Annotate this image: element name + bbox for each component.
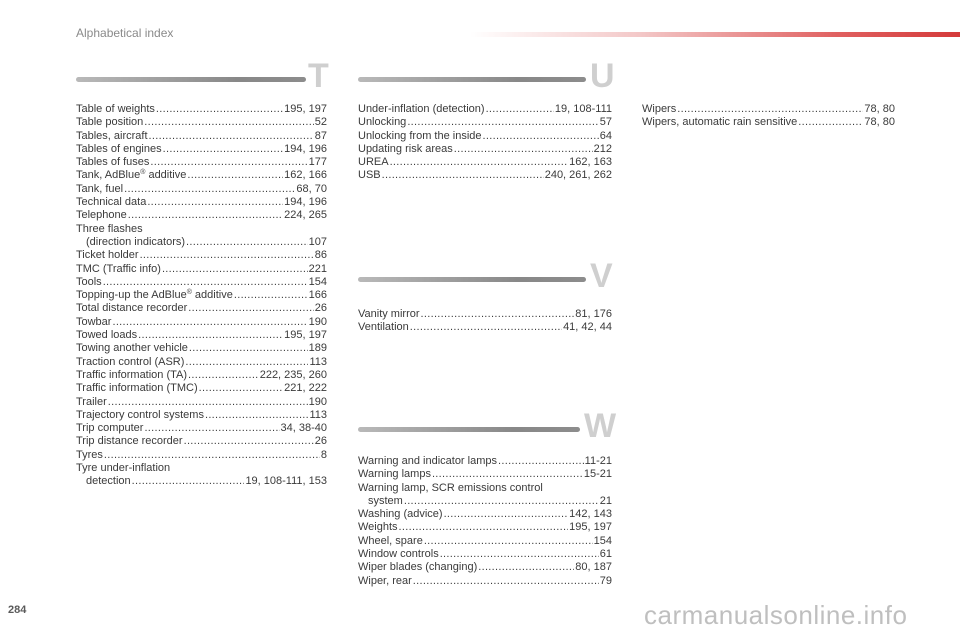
index-entry: system ..... 21 <box>358 495 612 508</box>
section-header-w <box>358 407 618 448</box>
section-rule <box>76 77 306 82</box>
index-entry: Window controls ..... 61 <box>358 548 612 561</box>
index-entry: Telephone ..... 224, 265 <box>76 209 327 222</box>
section-header-t <box>76 57 336 98</box>
index-entry: Tyres ..... 8 <box>76 449 327 462</box>
index-entry: Wheel, spare ..... 154 <box>358 535 612 548</box>
index-entry: Trip computer ..... 34, 38-40 <box>76 422 327 435</box>
index-entry: Trailer ..... 190 <box>76 396 327 409</box>
index-entry: Tank, AdBlue® additive ..... 162, 166 <box>76 169 327 182</box>
header-accent-bar <box>470 32 960 37</box>
section-header-u <box>358 57 618 98</box>
index-entry: Trip distance recorder ..... 26 <box>76 435 327 448</box>
index-entry: Wipers ..... 78, 80 <box>642 103 895 116</box>
section-letter: U <box>590 57 615 95</box>
section-rule <box>358 77 586 82</box>
index-entry: Total distance recorder ..... 26 <box>76 302 327 315</box>
index-entry: Topping-up the AdBlue® additive ..... 166 <box>76 289 327 302</box>
index-column-w-continued <box>642 103 895 130</box>
index-entry: Washing (advice) ..... 142, 143 <box>358 508 612 521</box>
index-entry: Traffic information (TA) ..... 222, 235, 260 <box>76 369 327 382</box>
index-entry: Weights ..... 195, 197 <box>358 521 612 534</box>
index-entry: Tools ..... 154 <box>76 276 327 289</box>
index-entry: TMC (Traffic info) ..... 221 <box>76 263 327 276</box>
index-entry: Under-inflation (detection) ..... 19, 108-111 <box>358 103 612 116</box>
index-entry: Tables, aircraft ..... 87 <box>76 130 327 143</box>
index-entry: Warning lamps ..... 15-21 <box>358 468 612 481</box>
index-entry: Wiper, rear ..... 79 <box>358 575 612 588</box>
index-entry: Unlocking ..... 57 <box>358 116 612 129</box>
index-entry: Tables of fuses ..... 177 <box>76 156 327 169</box>
watermark-text: carmanualsonline.info <box>644 600 908 630</box>
index-entry-heading: Warning lamp, SCR emissions control <box>358 481 543 494</box>
index-entry: Technical data ..... 194, 196 <box>76 196 327 209</box>
index-entry: Towing another vehicle ..... 189 <box>76 342 327 355</box>
index-entry: (direction indicators) ..... 107 <box>76 236 327 249</box>
index-entry-heading: Tyre under-inflation <box>76 462 171 475</box>
page-number: 284 <box>8 604 27 616</box>
index-entry: Ventilation ..... 41, 42, 44 <box>358 321 612 334</box>
section-letter: T <box>308 57 329 95</box>
index-entry: Table of weights ..... 195, 197 <box>76 103 327 116</box>
index-entry: Traction control (ASR) ..... 113 <box>76 356 327 369</box>
index-entry: UREA ..... 162, 163 <box>358 156 612 169</box>
index-entry: Wiper blades (changing) ..... 80, 187 <box>358 561 612 574</box>
index-column-v <box>358 308 612 335</box>
index-entry: Updating risk areas ..... 212 <box>358 143 612 156</box>
index-entry: Traffic information (TMC) ..... 221, 222 <box>76 382 327 395</box>
index-entry: Towed loads ..... 195, 197 <box>76 329 327 342</box>
section-letter: V <box>590 257 613 295</box>
section-rule <box>358 427 580 432</box>
index-entry: detection ..... 19, 108-111, 153 <box>76 475 327 488</box>
index-entry-heading: Three flashes <box>76 222 143 235</box>
page-header-title: Alphabetical index <box>76 26 174 40</box>
index-entry: Ticket holder ..... 86 <box>76 249 327 262</box>
index-entry: USB ..... 240, 261, 262 <box>358 169 612 182</box>
index-entry: Tables of engines ..... 194, 196 <box>76 143 327 156</box>
index-column-t <box>76 103 327 489</box>
index-entry: Wipers, automatic rain sensitive ..... 78, 80 <box>642 116 895 129</box>
index-column-w <box>358 455 612 588</box>
index-entry: Table position ..... 52 <box>76 116 327 129</box>
index-entry: Trajectory control systems ..... 113 <box>76 409 327 422</box>
index-entry: Towbar ..... 190 <box>76 316 327 329</box>
index-entry: Tank, fuel ..... 68, 70 <box>76 183 327 196</box>
index-entry: Vanity mirror ..... 81, 176 <box>358 308 612 321</box>
section-header-v <box>358 257 618 298</box>
index-entry: Warning and indicator lamps ..... 11-21 <box>358 455 612 468</box>
index-column-u <box>358 103 612 183</box>
index-entry: Unlocking from the inside ..... 64 <box>358 130 612 143</box>
section-rule <box>358 277 586 282</box>
section-letter: W <box>584 407 617 445</box>
